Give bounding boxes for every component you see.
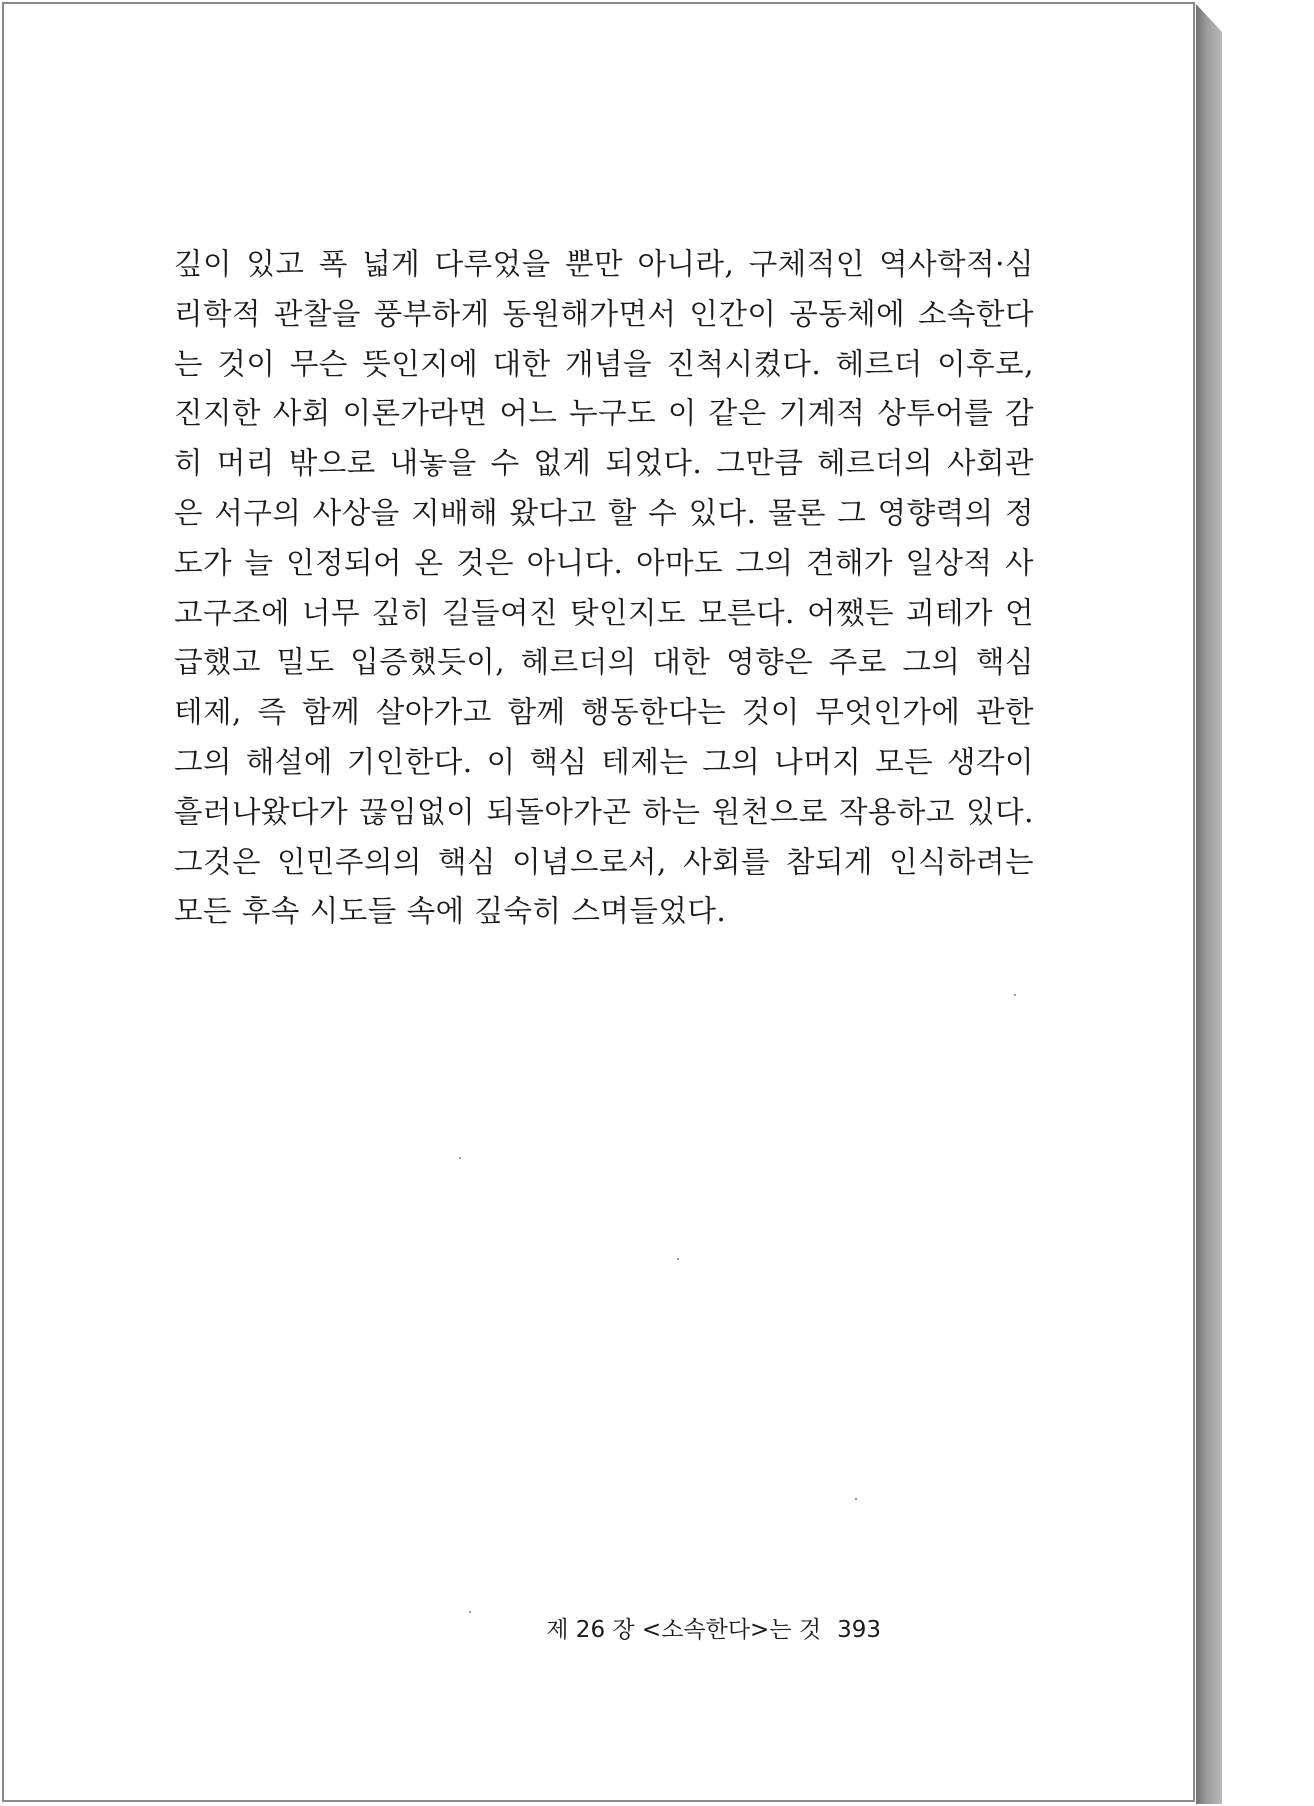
text-line: 진지한 사회 이론가라면 어느 누구도 이 같은 기계적 상투어를 감: [174, 396, 1034, 431]
text-line: 급했고 밀도 입증했듯이, 헤르더의 대한 영향은 주로 그의 핵심: [174, 645, 1034, 680]
scan-speck: [855, 1498, 857, 1500]
text-line: 깊이 있고 폭 넓게 다루었을 뿐만 아니라, 구체적인 역사학적·심: [174, 247, 1034, 281]
scan-speck: [677, 1258, 679, 1260]
text-line: 고구조에 너무 깊히 길들여진 탓인지도 모른다. 어쨌든 괴테가 언: [174, 595, 1034, 630]
book-page: [2, 2, 1195, 1802]
text-line: 히 머리 밖으로 내놓을 수 없게 되었다. 그만큼 헤르더의 사회관: [174, 446, 1034, 481]
running-head: 제 26 장 <소속한다>는 것: [546, 1617, 822, 1643]
text-line: 흘러나왔다가 끊임없이 되돌아가곤 하는 원천으로 작용하고 있다.: [174, 794, 1034, 829]
text-line: 모든 후속 시도들 속에 깊숙히 스며들었다.: [174, 894, 727, 929]
page-number: 393: [837, 1617, 881, 1643]
text-line: 은 서구의 사상을 지배해 왔다고 할 수 있다. 물론 그 영향력의 정: [174, 495, 1034, 530]
scan-speck: [1014, 994, 1016, 996]
text-line: 그의 해설에 기인한다. 이 핵심 테제는 그의 나머지 모든 생각이: [174, 744, 1034, 779]
text-line: 리학적 관찰을 풍부하게 동원해가면서 인간이 공동체에 소속한다: [174, 296, 1034, 331]
page-edge-shadow: [1196, 4, 1222, 1804]
body-paragraph: [174, 240, 1034, 937]
text-line: 테제, 즉 함께 살아가고 함께 행동한다는 것이 무엇인가에 관한: [174, 695, 1034, 730]
scan-speck: [469, 1611, 471, 1613]
text-line: 그것은 인민주의의 핵심 이념으로서, 사회를 참되게 인식하려는: [174, 844, 1034, 879]
scan-speck: [459, 1157, 461, 1159]
page-footer: [546, 1611, 881, 1644]
text-line: 도가 늘 인정되어 온 것은 아니다. 아마도 그의 견해가 일상적 사: [174, 545, 1034, 580]
text-line: 는 것이 무슨 뜻인지에 대한 개념을 진척시켰다. 헤르더 이후로,: [174, 346, 1034, 381]
